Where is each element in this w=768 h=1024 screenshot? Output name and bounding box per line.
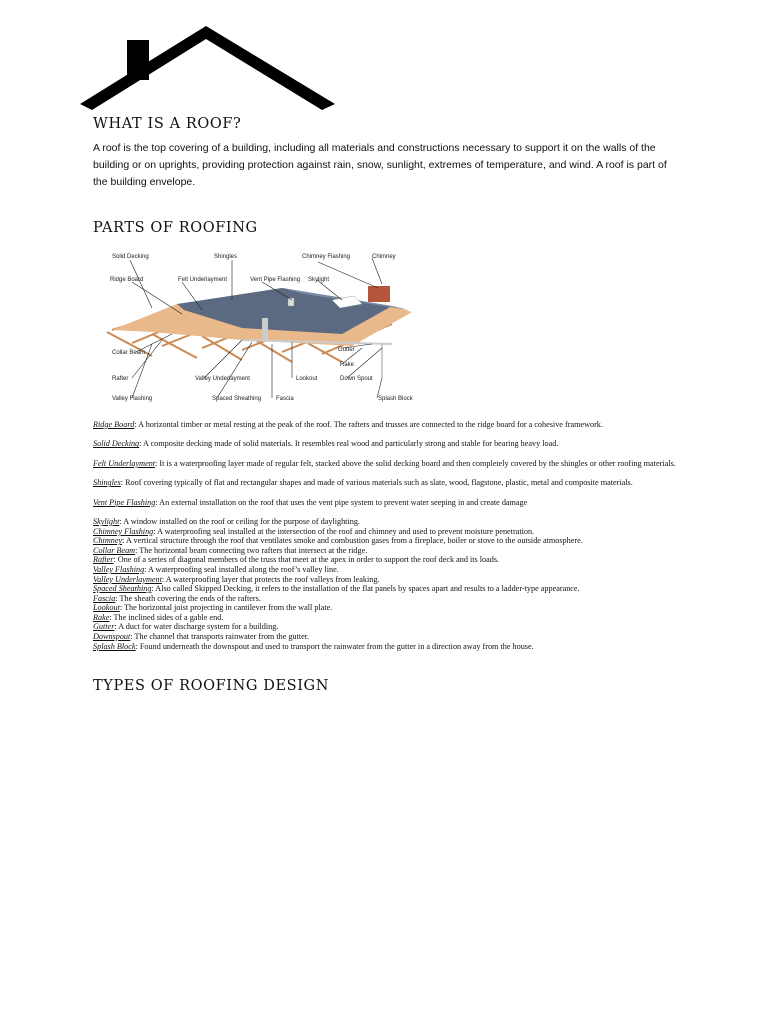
definition-text: : Found underneath the downspout and used to transport the rainwater from the gutter in a direction away from the house. <box>135 641 534 651</box>
intro-paragraph: A roof is the top covering of a building, including all materials and constructions necessary to support it on the walls of the building or on uprights, providing protection against rain, snow, sunlight, extremes of temperature, and wind. A roof is part of the building envelope. <box>93 142 667 188</box>
definition-item <box>93 478 683 488</box>
definition-item <box>93 517 683 527</box>
definition-item <box>93 575 683 585</box>
section-title-what-is-a-roof: WHAT IS A ROOF? <box>93 116 242 132</box>
definitions-list <box>93 420 683 651</box>
definition-item <box>93 632 683 642</box>
definition-item <box>93 536 683 546</box>
definition-term: Valley Underlayment <box>93 574 162 584</box>
label-solid-decking: Solid Decking <box>112 254 149 260</box>
section-title-parts-of-roofing: PARTS OF ROOFING <box>93 220 258 236</box>
roof-logo-icon <box>78 26 338 110</box>
label-rafter: Rafter <box>112 376 129 382</box>
definition-term: Felt Underlayment <box>93 458 156 468</box>
definition-item <box>93 546 683 556</box>
definition-term: Shingles <box>93 478 121 488</box>
definition-item <box>93 439 683 449</box>
definition-term: Rafter <box>93 555 114 565</box>
definition-term: Splash Block <box>93 641 136 651</box>
definition-text: : The sheath covering the ends of the rafters. <box>115 593 261 603</box>
definition-text: : It is a waterproofing layer made of regular felt, stacked above the solid decking board and then completely covered by the shingles or other roofing materials. <box>155 458 676 468</box>
definition-item <box>93 613 683 623</box>
section-title-types-of-roofing-design: TYPES OF ROOFING DESIGN <box>93 678 329 694</box>
definition-text: : The inclined sides of a gable end. <box>109 612 224 622</box>
definition-term: Fascia <box>93 593 116 603</box>
definition-term: Vent Pipe Flashing <box>93 497 156 507</box>
definition-text: : Roof covering typically of flat and rectangular shapes and made of various materials such as slate, wood, flagstone, plastic, metal and composite materials. <box>120 478 633 488</box>
definition-item <box>93 555 683 565</box>
definition-item <box>93 594 683 604</box>
label-felt-underlayment: Felt Underlayment <box>178 277 228 283</box>
definition-text: : A waterproofing seal installed along the roof’s valley line. <box>144 564 339 574</box>
definition-item <box>93 527 683 537</box>
definition-term: Skylight <box>93 516 120 526</box>
label-vent-pipe-flashing: Vent Pipe Flashing <box>250 277 301 283</box>
roof-parts-diagram <box>92 248 422 410</box>
definition-term: Chimney <box>93 536 123 546</box>
definition-item <box>93 420 683 430</box>
label-rake: Rake <box>340 362 355 368</box>
definition-text: : The channel that transports rainwater from the gutter. <box>130 632 310 642</box>
label-shingles: Shingles <box>214 254 238 260</box>
label-valley-flashing: Valley Flashing <box>112 396 153 402</box>
label-fascia: Fascia <box>276 396 294 402</box>
definition-text: : A window installed on the roof or ceiling for the purpose of daylighting. <box>119 516 360 526</box>
label-collar-beam: Collar Beam <box>112 350 146 356</box>
definition-term: Gutter <box>93 622 115 632</box>
definition-term: Solid Decking <box>93 439 140 449</box>
definition-item <box>93 603 683 613</box>
definition-text: : A vertical structure through the roof that ventilates smoke and combustion gases from a fireplace, boiler or stove to the outside atmosphere. <box>122 536 583 546</box>
label-chimney-flashing: Chimney Flashing <box>302 254 351 260</box>
definition-term: Downspout <box>93 632 131 642</box>
definition-term: Valley Flashing <box>93 564 145 574</box>
definition-term: Spaced Sheathing <box>93 584 152 594</box>
definition-text: : A waterproofing layer that protects the roof valleys from leaking. <box>161 574 380 584</box>
definition-item <box>93 622 683 632</box>
label-skylight: Skylight <box>308 277 330 283</box>
definition-item <box>93 498 683 508</box>
definition-term: Lookout <box>93 603 120 613</box>
definition-item <box>93 565 683 575</box>
label-valley-underlayment: Valley Underlayment <box>195 376 250 382</box>
definition-item <box>93 584 683 594</box>
definition-term: Ridge Board <box>93 420 135 429</box>
label-gutter: Gutter <box>338 347 355 353</box>
definition-item <box>93 459 683 469</box>
definition-text: : A duct for water discharge system for a building. <box>114 622 279 632</box>
label-splash-block: Splash Block <box>378 396 413 402</box>
label-ridge-board: Ridge Board <box>110 277 144 283</box>
label-chimney: Chimney <box>372 254 396 260</box>
definition-text: : A composite decking made of solid materials. It resembles real wood and particularly strong and stable for bearing heavy load. <box>139 439 559 449</box>
label-spaced-sheathing: Spaced Sheathing <box>212 396 262 402</box>
label-down-spout: Down Spout <box>340 376 373 382</box>
definition-text: : One of a series of diagonal members of the truss that meet at the apex in order to support the roof deck and its loads. <box>113 555 500 565</box>
definition-text: : Also called Skipped Decking, it refers to the installation of the flat panels by spaces apart and results to a ladder-type appearance. <box>151 584 580 594</box>
definition-text: : A horizontal timber or metal resting at the peak of the roof. The rafters and trusses are connected to the ridge board for a cohesive framework. <box>134 420 603 429</box>
definition-text: : The horizontal joist projecting in cantilever from the wall plate. <box>119 603 333 613</box>
definition-item <box>93 642 683 652</box>
label-lookout: Lookout <box>296 376 318 382</box>
definition-term: Collar Beam <box>93 545 136 555</box>
definition-term: Chimney Flashing <box>93 526 154 536</box>
definition-term: Rake <box>93 612 110 622</box>
definition-text: : The horizontal beam connecting two rafters that intersect at the ridge. <box>135 545 368 555</box>
definition-text: : An external installation on the roof that uses the vent pipe system to prevent water seeping in and create damage <box>155 497 528 507</box>
definition-text: : A waterproofing seal installed at the intersection of the roof and chimney and used to prevent moisture penetration. <box>153 526 535 536</box>
